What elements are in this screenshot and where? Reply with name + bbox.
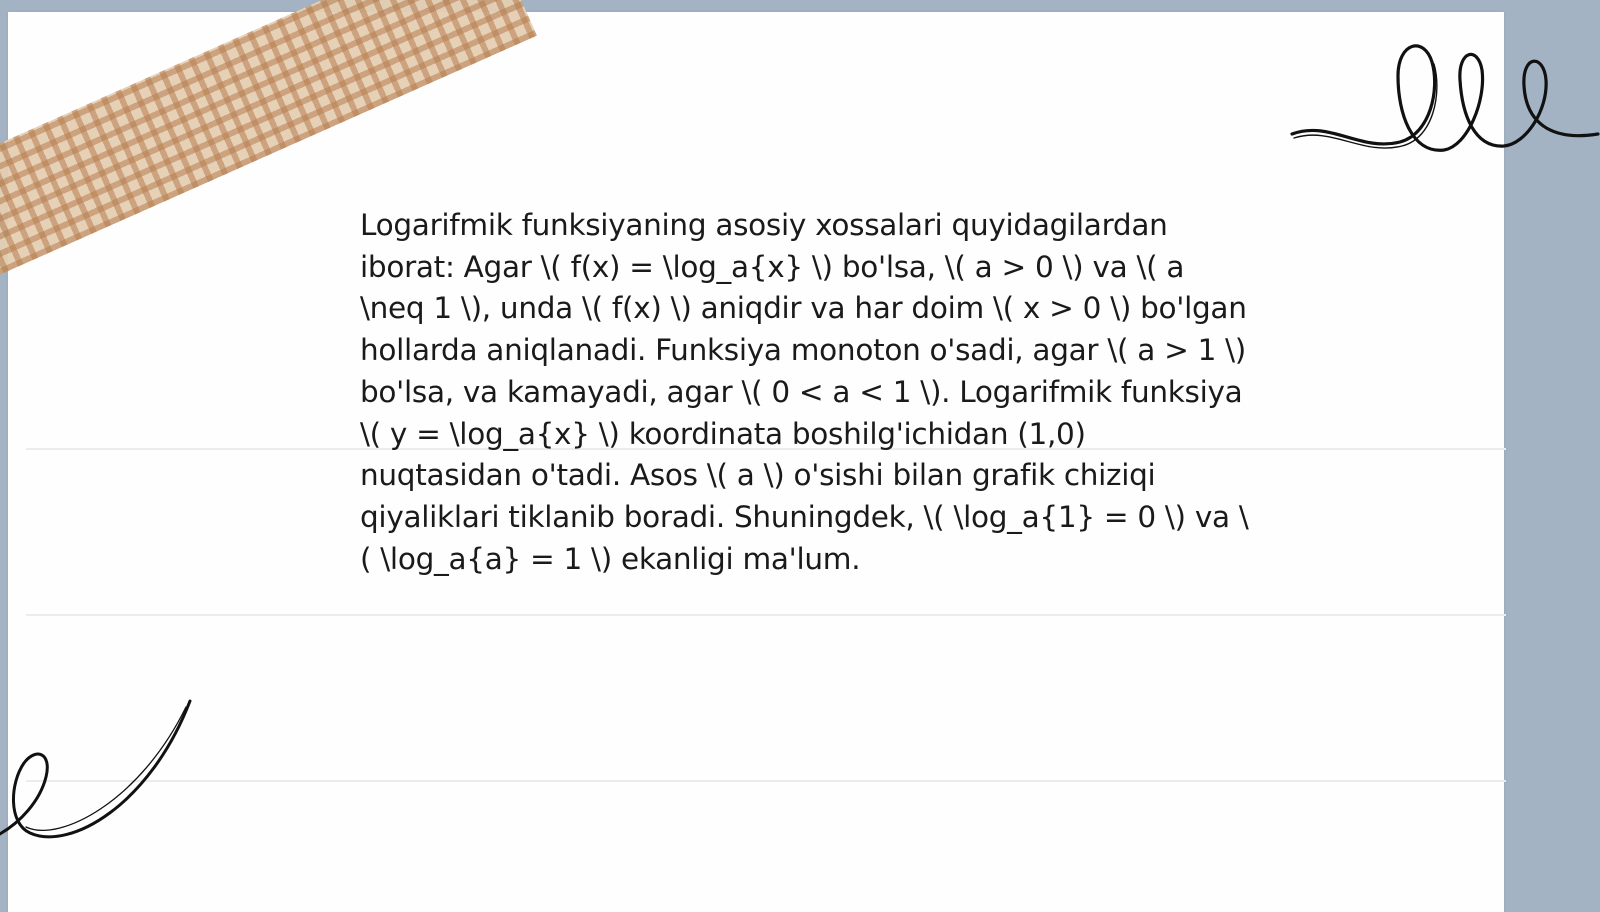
top-right-scribble-icon (1290, 30, 1600, 160)
main-paragraph: Logarifmik funksiyaning asosiy xossalari quyidagilardan iborat: Agar \( f(x) = \log_a{x} \) bo'lsa, \( a > 0 \) va \( a \neq 1 \), unda \( f(x) \) aniqdir va har doim \( x > 0 \) bo'lgan hollarda aniqlanadi. Funksiya monoton o'sadi, agar \( a > 1 \) bo'lsa, va kamayadi, agar \( 0 < a < 1 \). Logarifmik funksiya \( y = \log_a{x} \) koordinata boshilg'ichidan (1,0) nuqtasidan o'tadi. Asos \( a \) o'sishi bilan grafik chiziqi qiyaliklari tiklanib boradi. Shuningdek, \( \log_a{1} = 0 \) va \( \log_a{a} = 1 \) ekanligi ma'lum. (360, 208, 1249, 576)
ruled-line (26, 780, 1506, 782)
ruled-line (26, 614, 1506, 616)
bottom-left-scribble-icon (0, 695, 200, 855)
